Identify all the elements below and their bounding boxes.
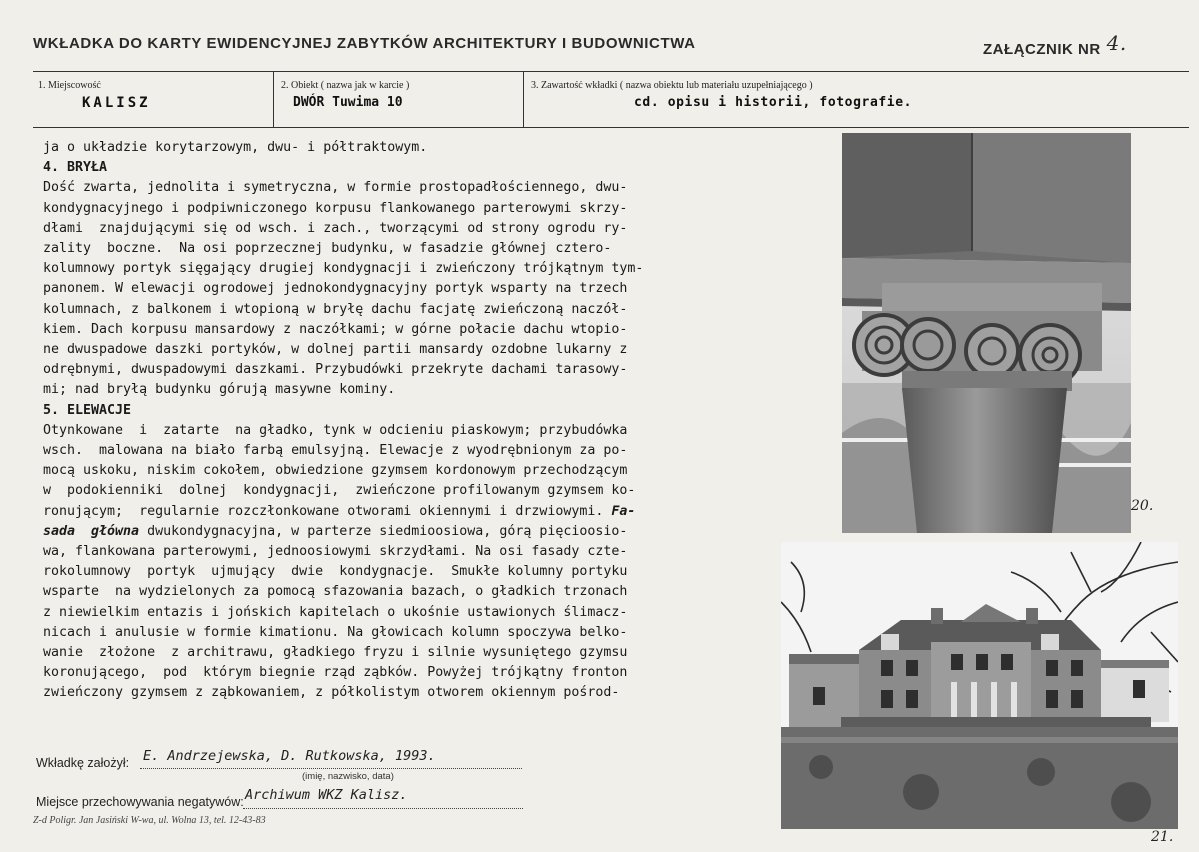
attachment-label: ZAŁĄCZNIK NR [983, 41, 1101, 58]
place-label: 1. Miejscowość [38, 80, 101, 91]
text-line [43, 502, 778, 522]
attachment-number [983, 31, 1127, 59]
text-line: w podokienniki dolnej kondygnacji, zwieńczone profilowanym gzymsem ko- [43, 483, 636, 499]
text-line: Otynkowane i zatarte na gładko, tynk w odcieniu piaskowym; przybudówka [43, 422, 628, 438]
text-line: nicach i anulusie w formie kimationu. Na głowicach kolumn spoczywa belko- [43, 624, 628, 640]
text-line: rokolumnowy portyk ujmujący dwie kondygnacje. Smukłe kolumny portyku [43, 564, 628, 580]
author-sub-label: (imię, nazwisko, data) [302, 771, 394, 782]
text-line: wsparte na wydzielonych za pomocą sfazowania bazach, o gładkich trzonach [43, 584, 628, 600]
text-line: panonem. W elewacji ogrodowej jednokondygnacyjny portyk wsparty na trzech [43, 281, 628, 297]
text-line: z niewielkim entazis i jońskich kapitelach o ukośnie ustawionych ślimacz- [43, 604, 628, 620]
text-line: wsch. malowana na biało farbą emulsyjną. Elewacje z wyodrębnionym za po- [43, 443, 628, 459]
author-label: Wkładkę założył: [36, 756, 130, 770]
text-line: ne dwuspadowe daszki portyków, w dolnej partii mansardy ozdobne lukarny z [43, 342, 628, 358]
attachment-number-value: 4. [1106, 31, 1127, 55]
archive-value: Archiwum WKZ Kalisz. [245, 787, 408, 803]
text-line: dłami znajdującymi się od wsch. i zach., tworzącymi od strony ogrodu ry- [43, 220, 628, 236]
photo-number-20: 20. [1131, 498, 1154, 514]
photo-manor-house [781, 542, 1178, 829]
printer-imprint: Z-d Poligr. Jan Jasiński W-wa, ul. Wolna 13, tel. 12-43-83 [33, 815, 266, 826]
header-divider-1 [273, 71, 274, 127]
text-segment: dwukondygnacyjna, w parterze siedmioosiowa, górą pięcioosio- [139, 523, 628, 539]
text-line: odrębnymi, dwuspadowymi daszkami. Przybudówki przekryte dachami tarasowy- [43, 362, 628, 378]
place-value: KALISZ [82, 95, 151, 111]
text-line: zality boczne. Na osi poprzecznej budynku, w fasadzie głównej cztero- [43, 241, 612, 257]
text-line: zwieńczony gzymsem z ząbkowaniem, z półkolistym otworem okiennym pośrod- [43, 685, 620, 701]
text-line: ja o układzie korytarzowym, dwu- i półtraktowym. [43, 140, 428, 155]
text-line: kolumnach, z balkonem i wtopioną w bryłę dachu facjatę zwieńczoną naczół- [43, 301, 628, 317]
author-dotted-line [140, 768, 522, 769]
object-value: DWÓR Tuwima 10 [293, 95, 403, 110]
content-value: cd. opisu i historii, fotografie. [634, 95, 913, 110]
archive-label: Miejsce przechowywania negatywów: [36, 795, 244, 809]
text-line: kiem. Dach korpusu mansardowy z naczółkami; w górne połacie dachu wtopio- [43, 321, 628, 337]
text-line [43, 522, 778, 542]
content-label: 3. Zawartość wkładki ( nazwa obiektu lub materiału uzupełniającego ) [531, 80, 813, 91]
text-line: wanie złożone z architrawu, gładkiego fryzu i silnie wysuniętego gzymsu [43, 645, 628, 661]
section-heading-bryla: 4. BRYŁA [43, 160, 108, 176]
header-bottom-rule [33, 127, 1189, 128]
author-value: E. Andrzejewska, D. Rutkowska, 1993. [143, 748, 436, 764]
emphasis-segment: Fa- [611, 503, 636, 519]
text-segment: ronującym; regularnie rozczłonkowane otworami okiennymi i drzwiowymi. [43, 503, 604, 519]
header-divider-2 [523, 71, 524, 127]
photo-number-21: 21. [1151, 829, 1174, 845]
text-line: kondygnacyjnego i podpiwniczonego korpusu flankowanego parterowymi skrzy- [43, 200, 628, 216]
text-line: kolumnowy portyk sięgający drugiej kondygnacji i zwieńczony trójkątnym tym- [43, 261, 644, 277]
text-line: mocą uskoku, niskim cokołem, obwiedzione gzymsem kordonowym przechodzącym [43, 463, 628, 479]
card-title: WKŁADKA DO KARTY EWIDENCYJNEJ ZABYTKÓW ARCHITEKTURY I BUDOWNICTWA [33, 35, 696, 52]
photo-manor-house-image [781, 542, 1178, 829]
photo-ionic-capital [842, 133, 1131, 533]
photo-ionic-capital-image [842, 133, 1131, 533]
emphasis-segment: sada główna [43, 523, 140, 539]
object-label: 2. Obiekt ( nazwa jak w karcie ) [281, 80, 410, 91]
archive-dotted-line [243, 808, 523, 809]
header-top-rule [33, 71, 1189, 72]
text-line: koronującego, pod którym biegnie rząd ząbków. Powyżej trójkątny fronton [43, 665, 628, 681]
description-text [43, 138, 778, 704]
text-line: mi; nad bryłą budynku górują masywne kominy. [43, 382, 396, 398]
text-line: wa, flankowana parterowymi, jednoosiowymi skrzydłami. Na osi fasady czte- [43, 544, 628, 560]
section-heading-elewacje: 5. ELEWACJE [43, 402, 132, 418]
text-line: Dość zwarta, jednolita i symetryczna, w formie prostopadłościennego, dwu- [43, 180, 628, 196]
